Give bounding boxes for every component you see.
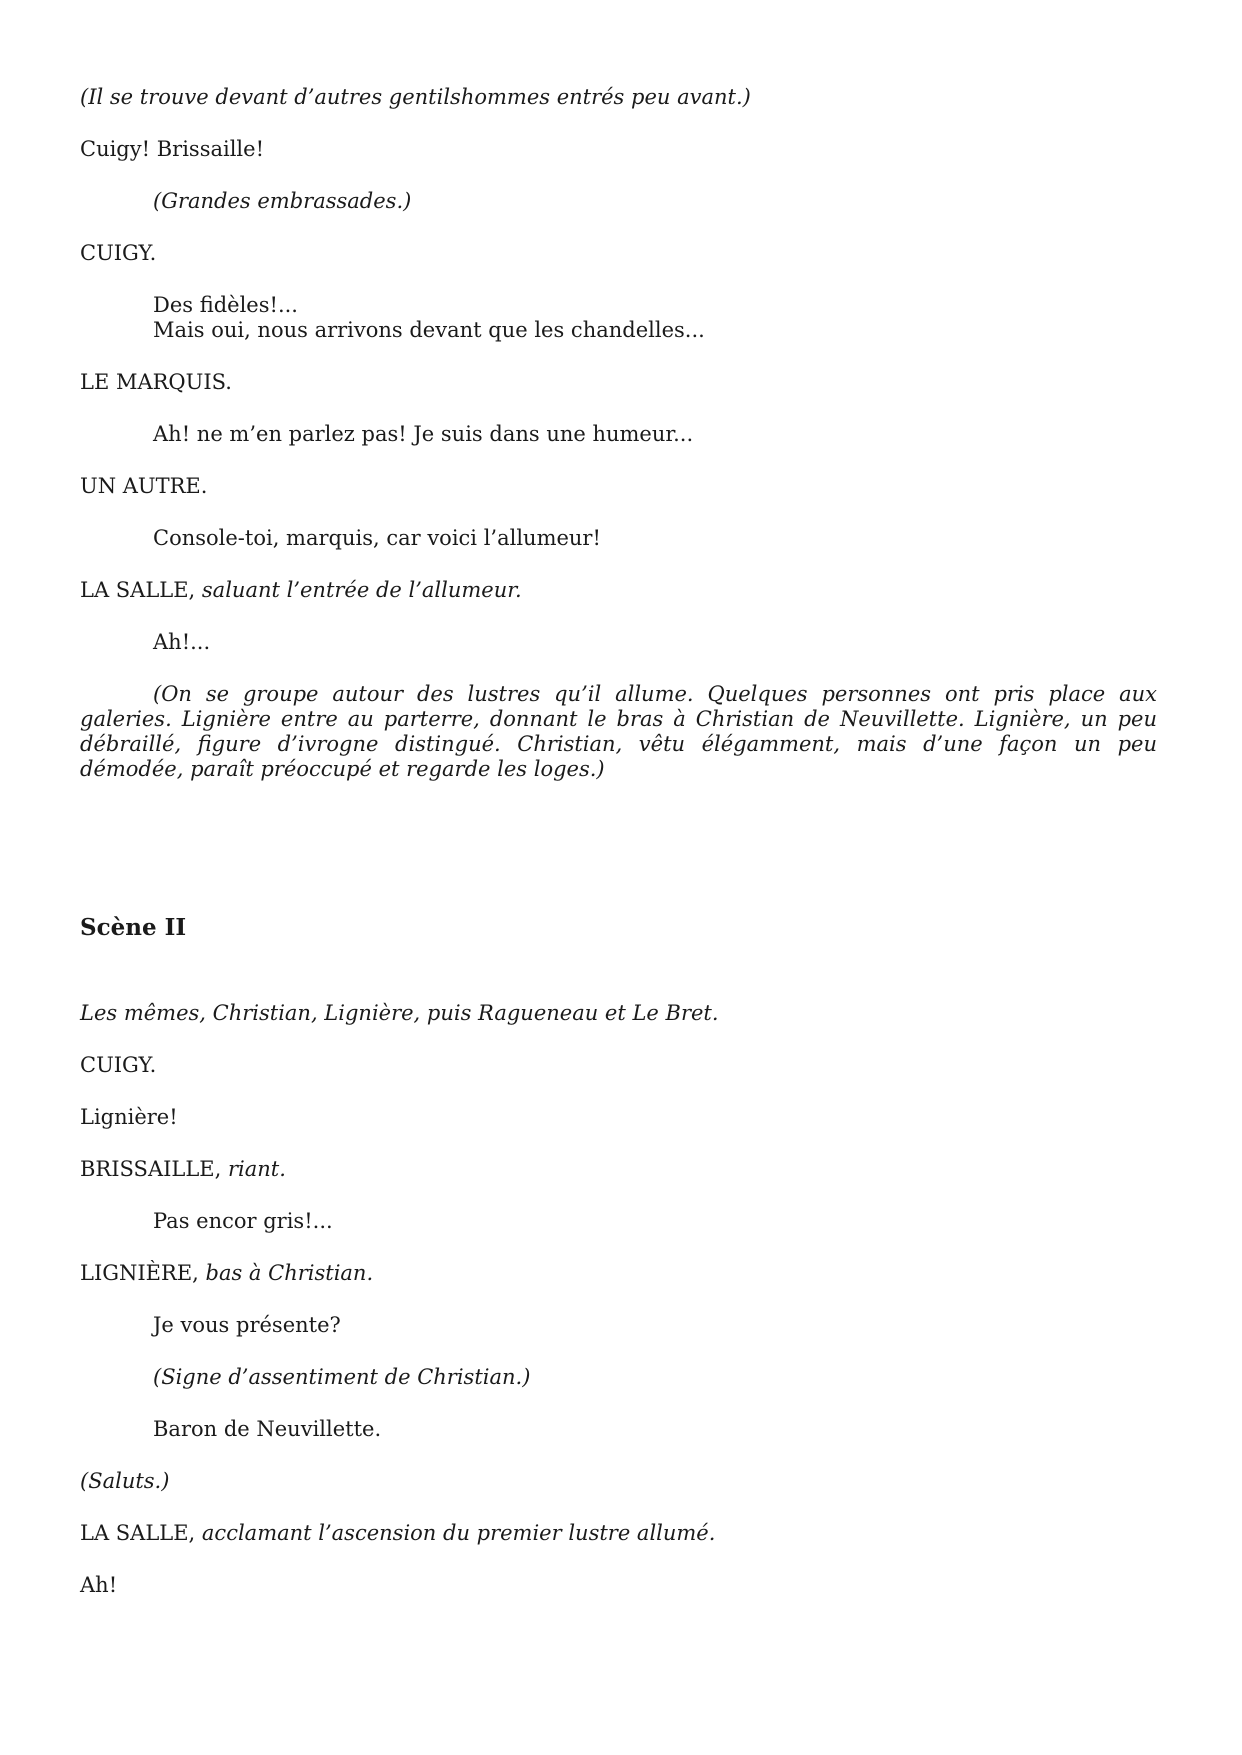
dialogue-verse [153, 422, 1157, 447]
verse-line: Des fidèles!... [153, 293, 298, 317]
speaker-line [80, 1157, 1157, 1182]
speaker-name: UN AUTRE. [80, 474, 208, 498]
speaker-name: CUIGY. [80, 241, 157, 265]
speaker-name: LA SALLE, [80, 1521, 196, 1545]
speaker-stage-direction: riant. [221, 1157, 286, 1181]
dialogue-line: Ah! [80, 1573, 118, 1597]
verse-line: Ah!... [153, 630, 211, 654]
speaker-stage-direction: saluant l’entrée de l’allumeur. [195, 578, 522, 602]
cast-list-line: Les mêmes, Christian, Lignière, puis Ragueneau et Le Bret. [80, 1001, 719, 1025]
dialogue-verse [153, 1417, 1157, 1442]
dialogue-verse [153, 1313, 1157, 1338]
speaker-name: CUIGY. [80, 1053, 157, 1077]
speaker-line [80, 578, 1157, 603]
speaker-name: LE MARQUIS. [80, 370, 232, 394]
speaker-line [80, 1261, 1157, 1286]
speaker-stage-direction: acclamant l’ascension du premier lustre allumé. [195, 1521, 716, 1545]
stage-direction: (Saluts.) [80, 1469, 170, 1493]
speaker-name: LA SALLE, [80, 578, 196, 602]
speaker-line [80, 1521, 1157, 1546]
dialogue-line: Lignière! [80, 1105, 178, 1129]
stage-direction: (Signe d’assentiment de Christian.) [153, 1365, 531, 1389]
dialogue-verse [153, 1209, 1157, 1234]
dialogue-verse [153, 630, 1157, 655]
stage-direction: (Il se trouve devant d’autres gentilshommes entrés peu avant.) [80, 85, 751, 109]
verse-line: Mais oui, nous arrivons devant que les chandelles... [153, 318, 705, 342]
verse-line: Je vous présente? [153, 1313, 341, 1337]
speaker-name: BRISSAILLE, [80, 1157, 222, 1181]
verse-line: Baron de Neuvillette. [153, 1417, 382, 1441]
speaker-name: LIGNIÈRE, [80, 1261, 199, 1285]
verse-line: Pas encor gris!... [153, 1209, 333, 1233]
dialogue-line: Cuigy! Brissaille! [80, 137, 265, 161]
verse-line: Console-toi, marquis, car voici l’allumeur! [153, 526, 601, 550]
speaker-stage-direction: bas à Christian. [198, 1261, 374, 1285]
scene-heading: Scène II [80, 914, 187, 941]
stage-direction: (Grandes embrassades.) [153, 189, 412, 213]
stage-direction-paragraph: (On se groupe autour des lustres qu’il allume. Quelques personnes ont pris place aux galeries. Lignière entre au parterre, donnant le bras à Christian de Neuvillette. Lignière, un peu débraillé, figure d’ivrogne distingué. Christian, vêtu élégamment, mais d’une façon un peu démodée, paraît préoccupé et regarde les loges.) [80, 682, 1157, 781]
dialogue-verse [153, 293, 1157, 343]
verse-line: Ah! ne m’en parlez pas! Je suis dans une humeur... [153, 422, 694, 446]
dialogue-verse [153, 526, 1157, 551]
